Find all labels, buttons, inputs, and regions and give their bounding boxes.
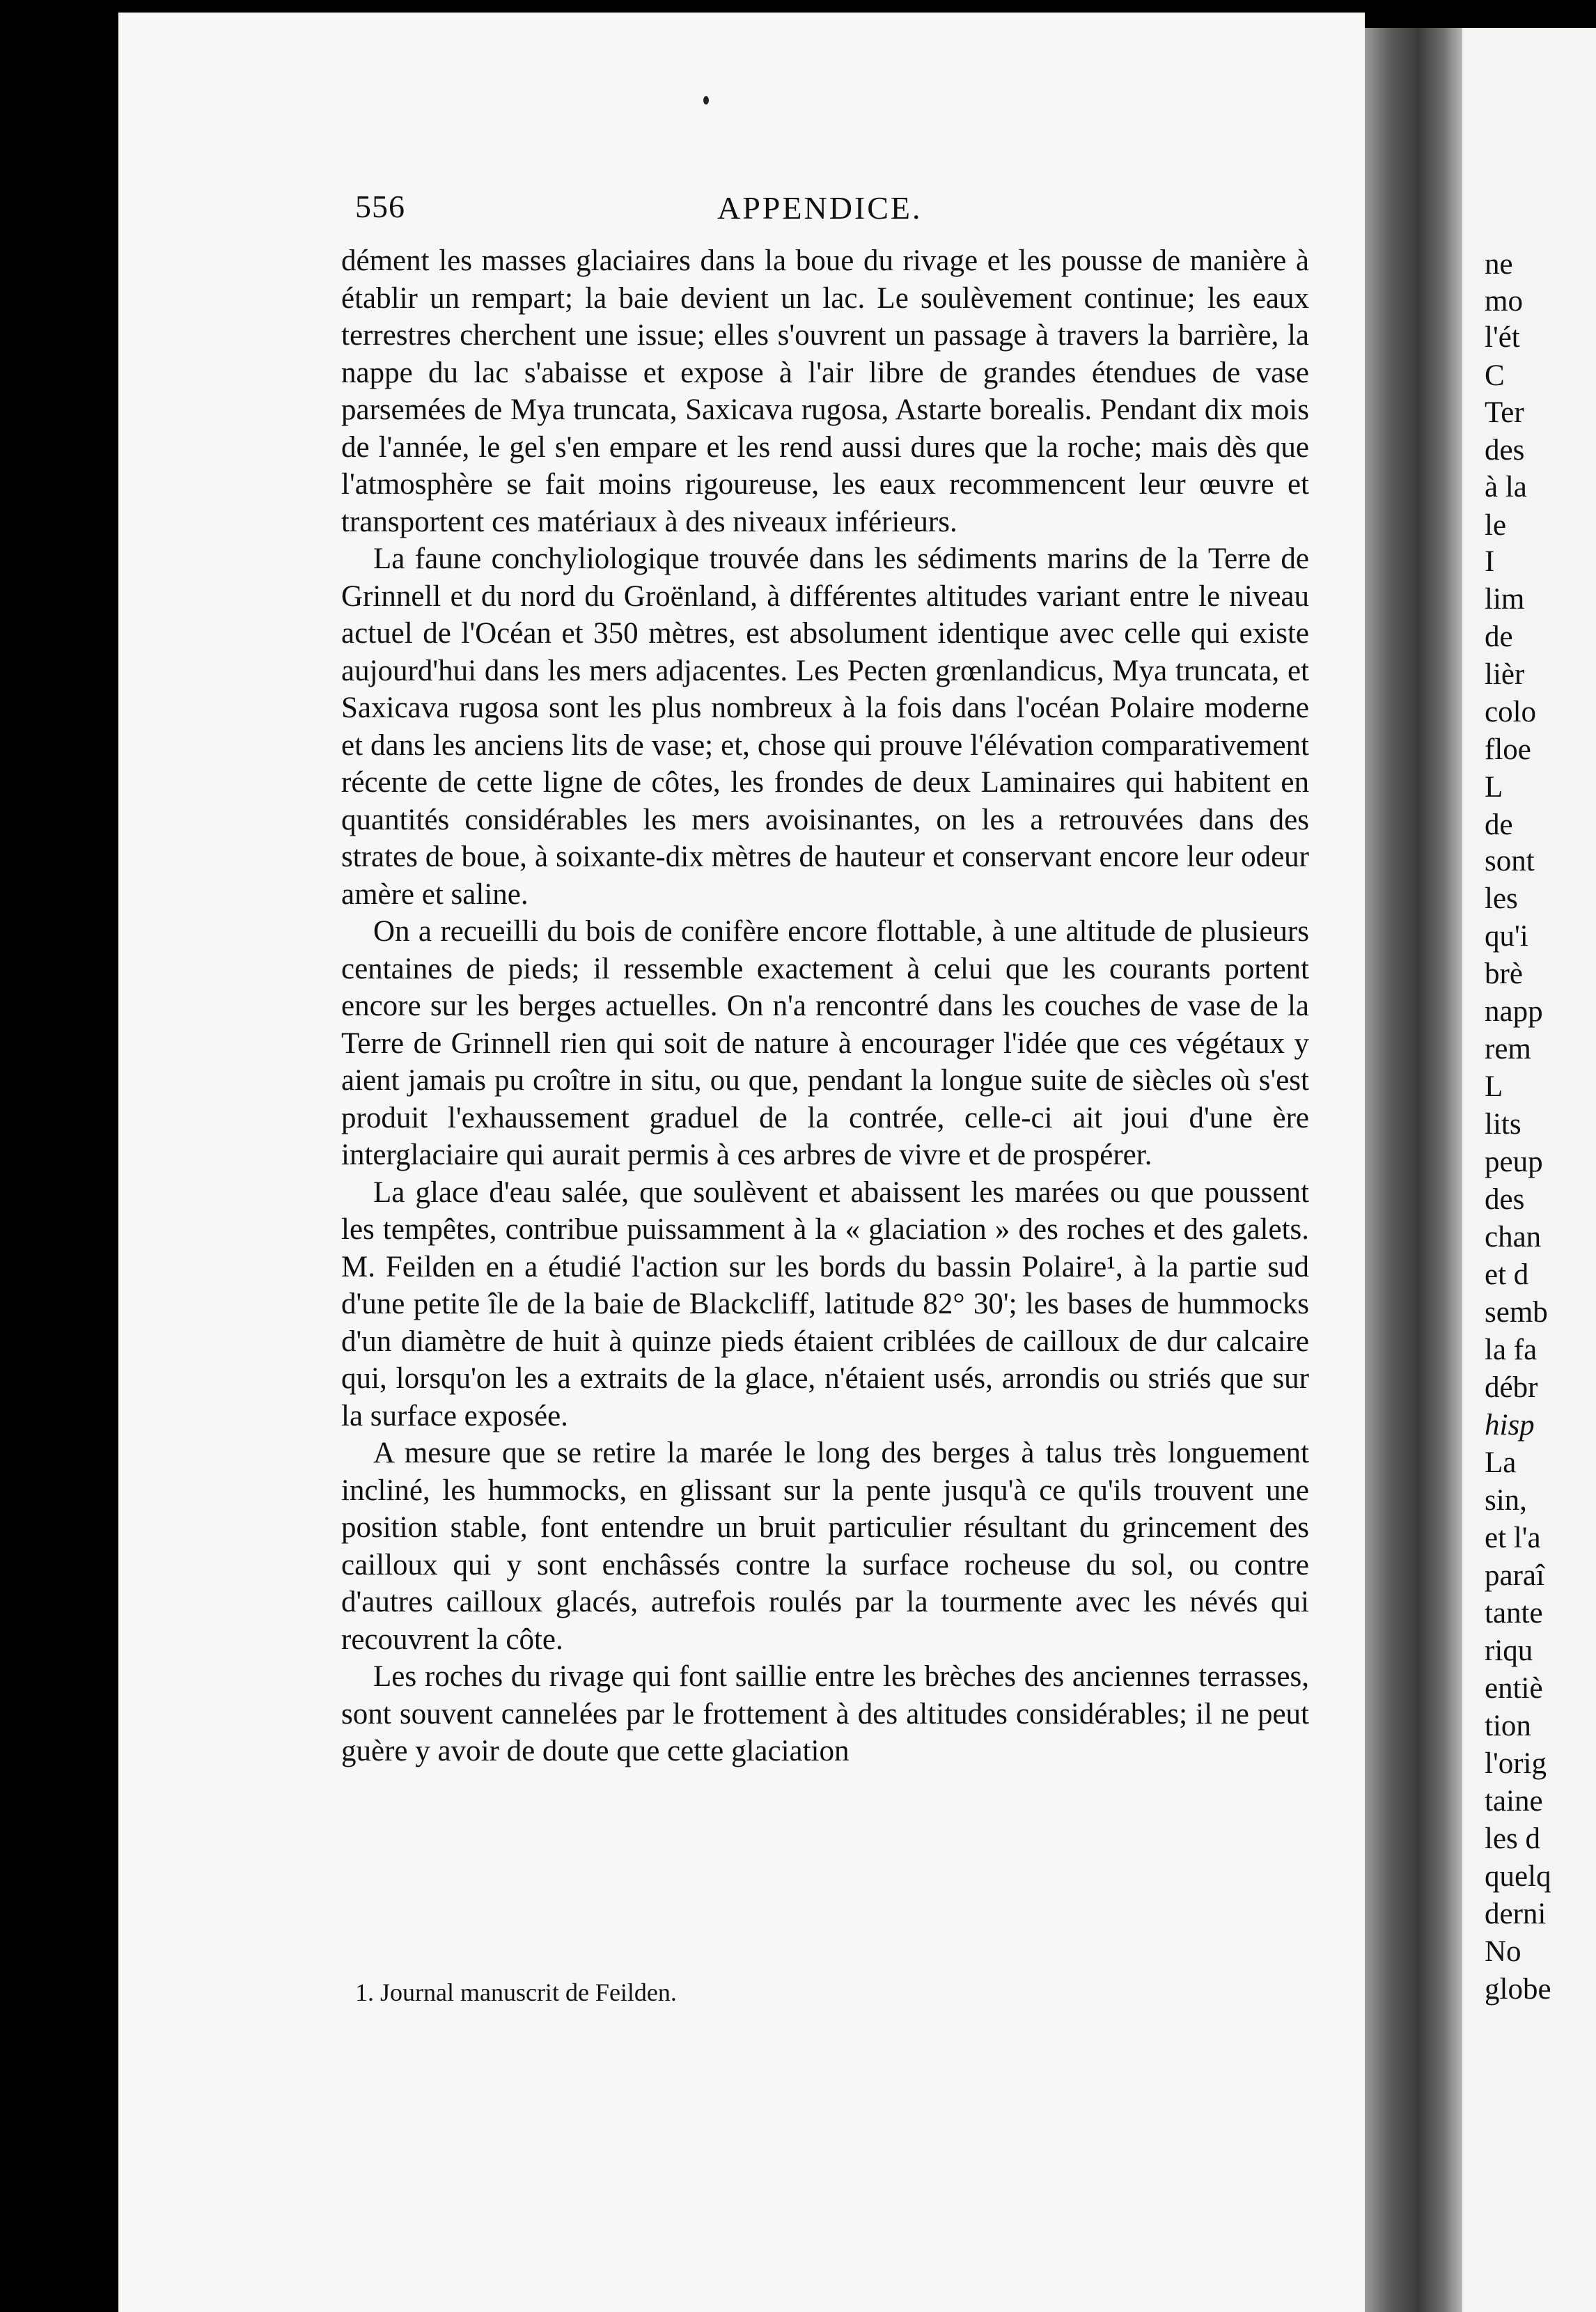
paragraph: On a recueilli du bois de conifère encore flottable, à une altitude de plusieurs centaines de pieds; il ressemble exactement à celui que les courants portent encore sur les berges actuelles. On n'a rencontré dans les couches de vase de la Terre de Grinnell rien qui soit de nature à encourager l'idée que ces végétaux y aient jamais pu croître in situ, ou que, pendant la longue suite de siècles où s'est produit l'exhaussement graduel de la contrée, celle-ci ait joui d'une ère interglaciaire qui aurait permis à ces arbres de vivre et de prospérer. [341, 915, 1309, 1171]
facing-line-fragment: l'orig [1485, 1747, 1547, 1780]
facing-line-fragment: peup [1485, 1146, 1543, 1178]
facing-line-fragment: tion [1485, 1710, 1531, 1742]
facing-line-fragment: No [1485, 1935, 1521, 1968]
facing-line-fragment: riqu [1485, 1634, 1533, 1667]
paragraph: La glace d'eau salée, que soulèvent et abaissent les marées ou que poussent les tempêtes, contribue puissamment à la « glaciation » des roches et des galets. M. Feilden en a étudié l'action sur les bords du bassin Polaire¹, à la partie sud d'une petite île de la baie de Blackcliff, latitude 82° 30'; les bases de hummocks d'un diamètre de huit à quinze pieds étaient criblées de cailloux de dur calcaire qui, lorsqu'on les a extraits de la glace, n'étaient usés, arrondis ou striés que sur la surface exposée. [341, 1175, 1309, 1432]
facing-line-fragment: des [1485, 1183, 1525, 1216]
facing-line-fragment: l'ét [1485, 321, 1520, 354]
book-gutter [1365, 28, 1462, 2312]
facing-line-fragment: quelq [1485, 1860, 1551, 1893]
paragraph: A mesure que se retire la marée le long des berges à talus très longuement incliné, les hummocks, en glissant sur la pente jusqu'à ce qu'ils trouvent une position stable, font entendre un bruit particulier résultant du grincement des cailloux qui y sont enchâssés contre la surface rocheuse du sol, ou contre d'autres cailloux glacés, autrefois roulés par la tourmente avec les névés qui recouvrent la côte. [341, 1437, 1309, 1656]
facing-line-fragment: sont [1485, 845, 1535, 877]
facing-line-fragment: L [1485, 771, 1503, 804]
page-header [355, 188, 1316, 237]
facing-line-fragment: des [1485, 434, 1525, 467]
facing-line-fragment: le [1485, 509, 1507, 542]
facing-line-fragment: I [1485, 545, 1495, 578]
facing-line-fragment: de [1485, 620, 1513, 653]
facing-line-fragment: sin, [1485, 1484, 1527, 1517]
facing-line-fragment: et d [1485, 1258, 1529, 1291]
paragraph: Les roches du rivage qui font saillie entre les brèches des anciennes terrasses, sont souvent cannelées par le frottement à des altitudes considérables; il ne peut guère y avoir de doute que cette glaciation [341, 1660, 1309, 1767]
facing-line-fragment: chan [1485, 1221, 1542, 1253]
page-number: 556 [355, 189, 405, 224]
facing-line-fragment: C [1485, 359, 1505, 392]
footnote: 1. Journal manuscrit de Feilden. [355, 1978, 677, 2006]
facing-line-fragment: Ter [1485, 396, 1524, 429]
facing-line-fragment: débr [1485, 1371, 1538, 1404]
facing-line-fragment: napp [1485, 995, 1543, 1028]
facing-line-fragment: floe [1485, 733, 1531, 766]
facing-line-fragment: L [1485, 1070, 1503, 1103]
facing-line-fragment: globe [1485, 1973, 1551, 2006]
facing-line-fragment: les [1485, 882, 1518, 915]
paragraph: La faune conchyliologique trouvée dans les sédiments marins de la Terre de Grinnell et du nord du Groënland, à différentes altitudes variant entre le niveau actuel de l'Océan et 350 mètres, est absolument identique avec celle qui existe aujourd'hui dans les mers adjacentes. Les Pecten grœnlandicus, Mya truncata, et Saxicava rugosa sont les plus nombreux à la fois dans l'océan Polaire moderne et dans les anciens lits de vase; et, chose qui prouve l'élévation comparativement récente de cette ligne de côtes, les frondes de deux Laminaires qui habitent en quantités considérables les mers avoisinantes, on les a retrouvées dans des strates de boue, à soixante-dix mètres de hauteur et conservant encore leur odeur amère et saline. [341, 542, 1309, 911]
facing-line-fragment: ne [1485, 248, 1513, 281]
facing-line-fragment: taine [1485, 1785, 1543, 1818]
facing-line-fragment: la fa [1485, 1334, 1538, 1366]
facing-line-fragment: lièr [1485, 658, 1525, 691]
facing-line-fragment: lim [1485, 583, 1525, 616]
facing-line-fragment: tante [1485, 1597, 1543, 1630]
facing-line-fragment: entiè [1485, 1672, 1543, 1705]
facing-line-fragment: paraî [1485, 1559, 1544, 1592]
facing-line-fragment: les d [1485, 1822, 1541, 1855]
facing-line-fragment: lits [1485, 1108, 1521, 1141]
facing-line-fragment: rem [1485, 1033, 1531, 1065]
facing-line-fragment: La [1485, 1446, 1517, 1479]
facing-line-fragment: qu'i [1485, 920, 1528, 953]
facing-line-fragment: de [1485, 809, 1513, 841]
facing-line-fragment: semb [1485, 1296, 1548, 1329]
body-text [341, 242, 1309, 1770]
facing-line-fragment: colo [1485, 696, 1537, 728]
paragraph: dément les masses glaciaires dans la boue du rivage et les pousse de manière à établir un rempart; la baie devient un lac. Le soulèvement continue; les eaux terrestres cherchent une issue; elles s'ouvrent un passage à travers la barrière, la nappe du lac s'abaisse et expose à l'air libre de grandes étendues de vase parsemées de Mya truncata, Saxicava rugosa, Astarte borealis. Pendant dix mois de l'année, le gel s'en empare et les rend aussi dures que la roche; mais dès que l'atmosphère se fait moins rigoureuse, les eaux recommencent leur œuvre et transportent ces matériaux à des niveaux inférieurs. [341, 244, 1309, 538]
facing-line-fragment: à la [1485, 471, 1527, 503]
facing-line-fragment: brè [1485, 958, 1523, 990]
ink-speck [703, 96, 709, 104]
facing-line-fragment: derni [1485, 1898, 1547, 1930]
running-title: APPENDICE. [717, 190, 923, 226]
facing-line-fragment: hisp [1485, 1409, 1535, 1442]
facing-line-fragment: et l'a [1485, 1522, 1541, 1554]
facing-line-fragment: mo [1485, 285, 1523, 318]
